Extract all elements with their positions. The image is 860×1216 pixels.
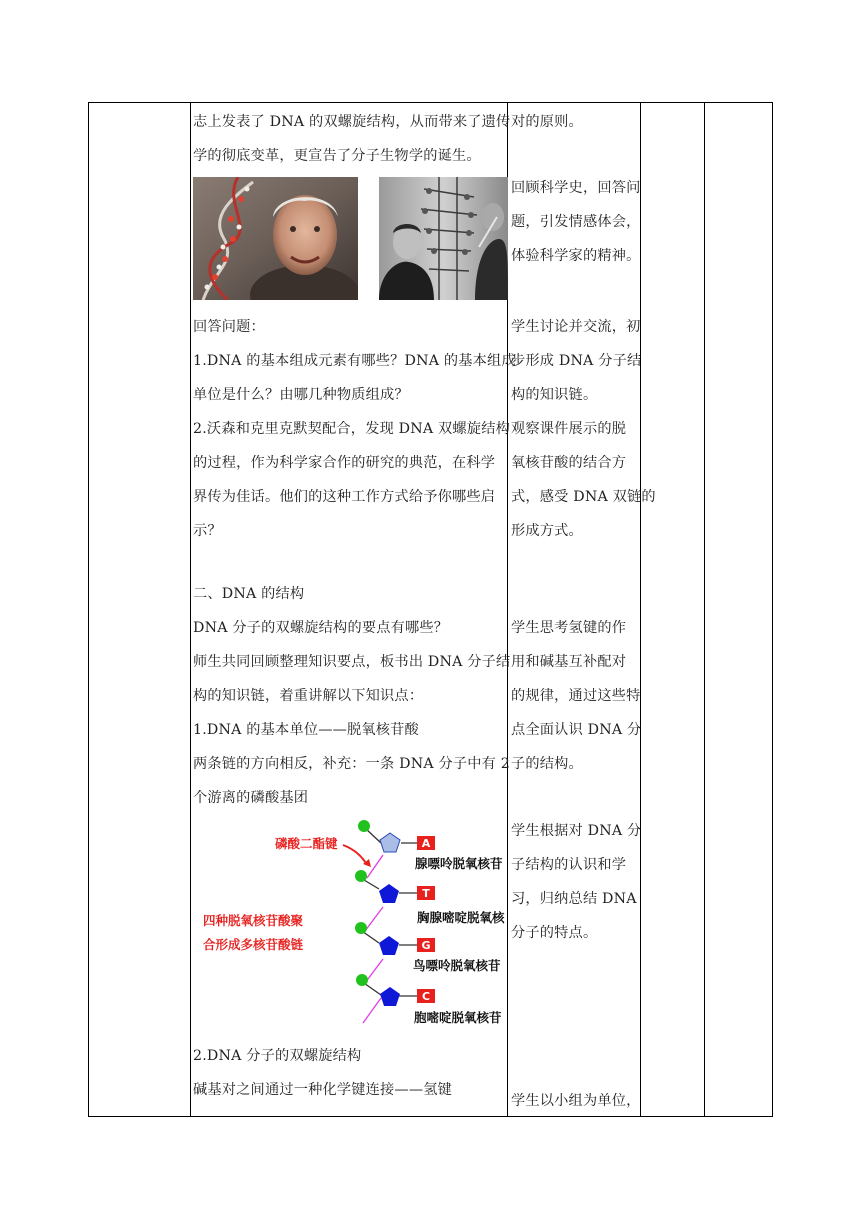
nucleotide-t-name: 胸腺嘧啶脱氧核 xyxy=(417,910,505,925)
table-col-border-5 xyxy=(704,102,705,1117)
col2-line: 2.沃森和克里克默契配合，发现 DNA 双螺旋结构 xyxy=(193,421,510,437)
col3-line: 回顾科学史，回答问 xyxy=(511,180,641,196)
col3-line: 体验科学家的精神。 xyxy=(511,248,641,264)
col3-line: 分子的特点。 xyxy=(511,925,598,941)
col3-line: 学生思考氢键的作 xyxy=(511,620,627,636)
col2-line: 志上发表了 DNA 的双螺旋结构，从而带来了遗传 xyxy=(193,114,511,130)
table-col-border-1 xyxy=(88,102,89,1117)
base-c-label: C xyxy=(421,990,431,1003)
base-g-label: G xyxy=(421,939,431,952)
phosphodiester-bond-label: 磷酸二酯键 xyxy=(275,836,338,851)
nucleotide-chain-diagram xyxy=(193,815,507,1027)
nucleotide-c-name: 胞嘧啶脱氧核苷 xyxy=(414,1010,502,1025)
col3-line: 习，归纳总结 DNA xyxy=(511,891,637,907)
nucleotide-g-name: 鸟嘌呤脱氧核苷 xyxy=(413,958,501,973)
col2-line: 界传为佳话。他们的这种工作方式给予你哪些启 xyxy=(193,489,496,505)
col3-line: 学生讨论并交流，初 xyxy=(511,319,641,335)
col3-line: 子结构的认识和学 xyxy=(511,857,627,873)
col3-line: 学生以小组为单位， xyxy=(511,1093,641,1109)
watson-crick-model-photo xyxy=(379,177,508,300)
col3-line: 子的结构。 xyxy=(511,756,583,772)
col2-line: 学的彻底变革，更宣告了分子生物学的诞生。 xyxy=(193,148,481,164)
col3-line: 学生根据对 DNA 分 xyxy=(511,823,642,839)
col3-line: 式，感受 DNA 双链的 xyxy=(511,489,656,505)
col2-line: 构的知识链，着重讲解以下知识点： xyxy=(193,688,424,704)
col3-line: 点全面认识 DNA 分 xyxy=(511,722,642,738)
dna-model-scientist-photo xyxy=(193,177,358,300)
col3-line: 构的知识链。 xyxy=(511,387,598,403)
base-t-label: T xyxy=(422,887,430,900)
col2-line: 两条链的方向相反，补充：一条 DNA 分子中有 2 xyxy=(193,756,510,772)
col3-line: 形成方式。 xyxy=(511,523,583,539)
col3-line: 观察课件展示的脱 xyxy=(511,421,627,437)
col2-line: 1.DNA 的基本组成元素有哪些？DNA 的基本组成 xyxy=(193,353,516,369)
col2-line: 个游离的磷酸基团 xyxy=(193,790,309,806)
col3-line: 对的原则。 xyxy=(511,114,583,130)
base-a-label: A xyxy=(421,837,431,850)
col2-line: 2.DNA 分子的双螺旋结构 xyxy=(193,1048,362,1064)
chain-label-line-1: 四种脱氧核苷酸聚 xyxy=(203,913,304,928)
col3-line: 氧核苷酸的结合方 xyxy=(511,455,627,471)
chain-label-line-2: 合形成多核苷酸链 xyxy=(203,937,304,952)
col2-line: 单位是什么？由哪几种物质组成？ xyxy=(193,387,409,403)
col3-line: 用和碱基互补配对 xyxy=(511,654,627,670)
col2-line: 师生共同回顾整理知识要点，板书出 DNA 分子结 xyxy=(193,654,511,670)
col3-line: 的规律，通过这些特 xyxy=(511,688,641,704)
table-col-border-6 xyxy=(772,102,773,1117)
section-heading: 二、DNA 的结构 xyxy=(193,586,305,602)
col2-line: 的过程，作为科学家合作的研究的典范，在科学 xyxy=(193,455,496,471)
table-col-border-2 xyxy=(190,102,191,1117)
col3-line: 步形成 DNA 分子结 xyxy=(511,353,642,369)
col2-line: 示？ xyxy=(193,523,222,539)
col2-line: 碱基对之间通过一种化学键连接——氢键 xyxy=(193,1082,452,1098)
col2-line: 1.DNA 的基本单位——脱氧核苷酸 xyxy=(193,722,419,738)
col2-line: 回答问题： xyxy=(193,319,265,335)
col2-line: DNA 分子的双螺旋结构的要点有哪些？ xyxy=(193,620,449,636)
nucleotide-a-name: 腺嘌呤脱氧核苷 xyxy=(415,856,503,871)
col3-line: 题，引发情感体会， xyxy=(511,214,641,230)
